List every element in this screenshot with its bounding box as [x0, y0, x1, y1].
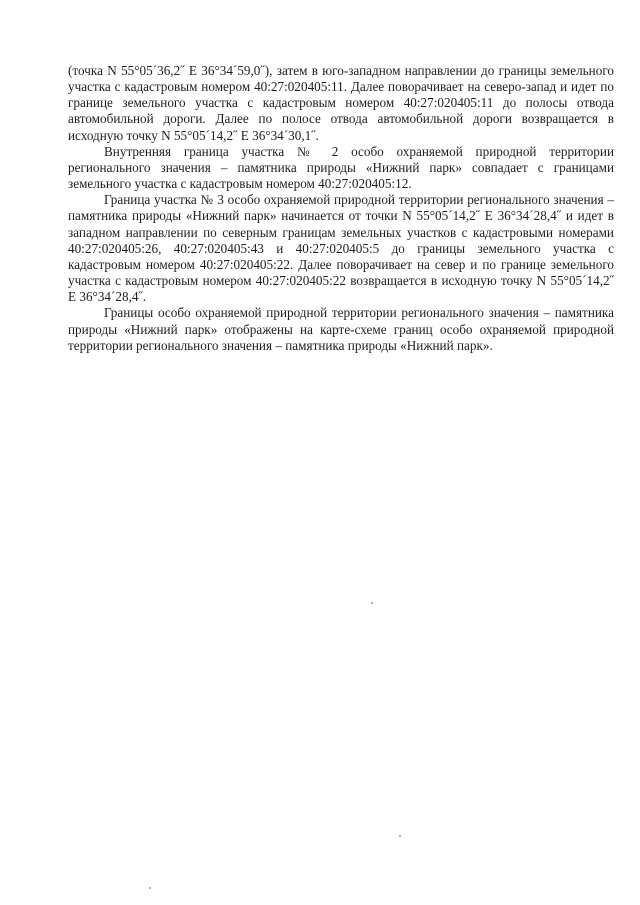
document-body	[68, 63, 614, 354]
paragraph-map-reference: Границы особо охраняемой природной территории регионального значения – памятника природы «Нижний парк» отображены на карте-схеме границ особо охраняемой природной территории регионального значения – памятника природы «Нижний парк».	[68, 305, 614, 353]
paragraph-inner-boundary-site-2: Внутренняя граница участка № 2 особо охраняемой природной территории регионального значения – памятника природы «Нижний парк» совпадает с границами земельного участка с кадастровым номером 40:27:020405:12.	[68, 143, 614, 192]
scan-speck	[371, 602, 373, 604]
scan-speck	[149, 887, 151, 889]
scan-speck	[399, 835, 401, 837]
paragraph-boundary-continuation: (точка N 55°05´36,2˝ E 36°34´59,0˝), затем в юго-западном направлении до границы земельного участка с кадастровым номером 40:27:020405:11. Далее поворачивает на северо-запад и идет по границе земельного участка с кадастровым номером 40:27:020405:11 до полосы отвода автомобильной дороги. Далее по полосе отвода автомобильной дороги возвращается в исходную точку N 55°05´14,2˝ E 36°34´30,1˝.	[68, 63, 614, 143]
paragraph-boundary-site-3: Граница участка № 3 особо охраняемой природной территории регионального значения – памятника природы «Нижний парк» начинается от точки N 55°05´14,2˝ E 36°34´28,4˝ и идет в западном направлении по северным границам земельных участков с кадастровыми номерами 40:27:020405:26, 40:27:020405:43 и 40:27:020405:5 до границы земельного участка с кадастровым номером 40:27:020405:22. Далее поворачивает на север и по границе земельного участка с кадастровым номером 40:27:020405:22 возвращается в исходную точку N 55°05´14,2˝ E 36°34´28,4˝.	[68, 192, 614, 305]
